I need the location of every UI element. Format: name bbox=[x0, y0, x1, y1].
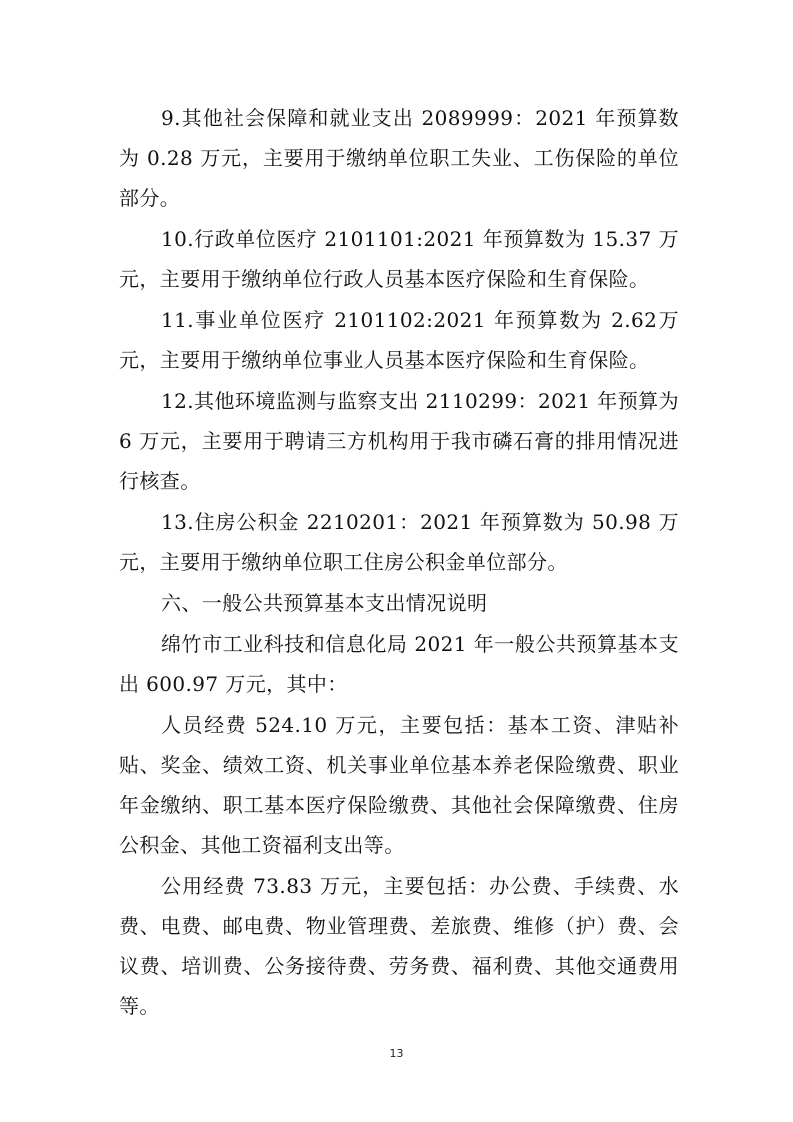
paragraph-public-costs: 公用经费 73.83 万元，主要包括：办公费、手续费、水费、电费、邮电费、物业管理费、差旅费、维修（护）费、会议费、培训费、公务接待费、劳务费、福利费、其他交通费用等。 bbox=[119, 874, 679, 1018]
paragraph-summary: 绵竹市工业科技和信息化局 2021 年一般公共预算基本支出 600.97 万元，其中： bbox=[119, 632, 679, 696]
page-number: 13 bbox=[389, 1047, 404, 1060]
section-heading: 六、一般公共预算基本支出情况说明 bbox=[161, 591, 488, 615]
paragraph-item-12: 12.其他环境监测与监察支出 2110299：2021 年预算为 6 万元，主要用于聘请三方机构用于我市磷石膏的排用情况进行核查。 bbox=[119, 389, 679, 493]
paragraph-item-11: 11.事业单位医疗 2101102:2021 年预算数为 2.62万元，主要用于缴纳单位事业人员基本医疗保险和生育保险。 bbox=[119, 308, 679, 372]
paragraph-item-9: 9.其他社会保障和就业支出 2089999：2021 年预算数为 0.28 万元，主要用于缴纳单位职工失业、工伤保险的单位部分。 bbox=[119, 106, 679, 210]
paragraph-item-10: 10.行政单位医疗 2101101:2021 年预算数为 15.37 万元，主要用于缴纳单位行政人员基本医疗保险和生育保险。 bbox=[119, 227, 679, 291]
paragraph-personnel-costs: 人员经费 524.10 万元，主要包括：基本工资、津贴补贴、奖金、绩效工资、机关事业单位基本养老保险缴费、职业年金缴纳、职工基本医疗保险缴费、其他社会保障缴费、住房公积金、其他工资福利支出等。 bbox=[119, 713, 679, 857]
paragraph-item-13: 13.住房公积金 2210201：2021 年预算数为 50.98 万元，主要用于缴纳单位职工住房公积金单位部分。 bbox=[119, 510, 679, 574]
document-body bbox=[119, 98, 679, 1027]
